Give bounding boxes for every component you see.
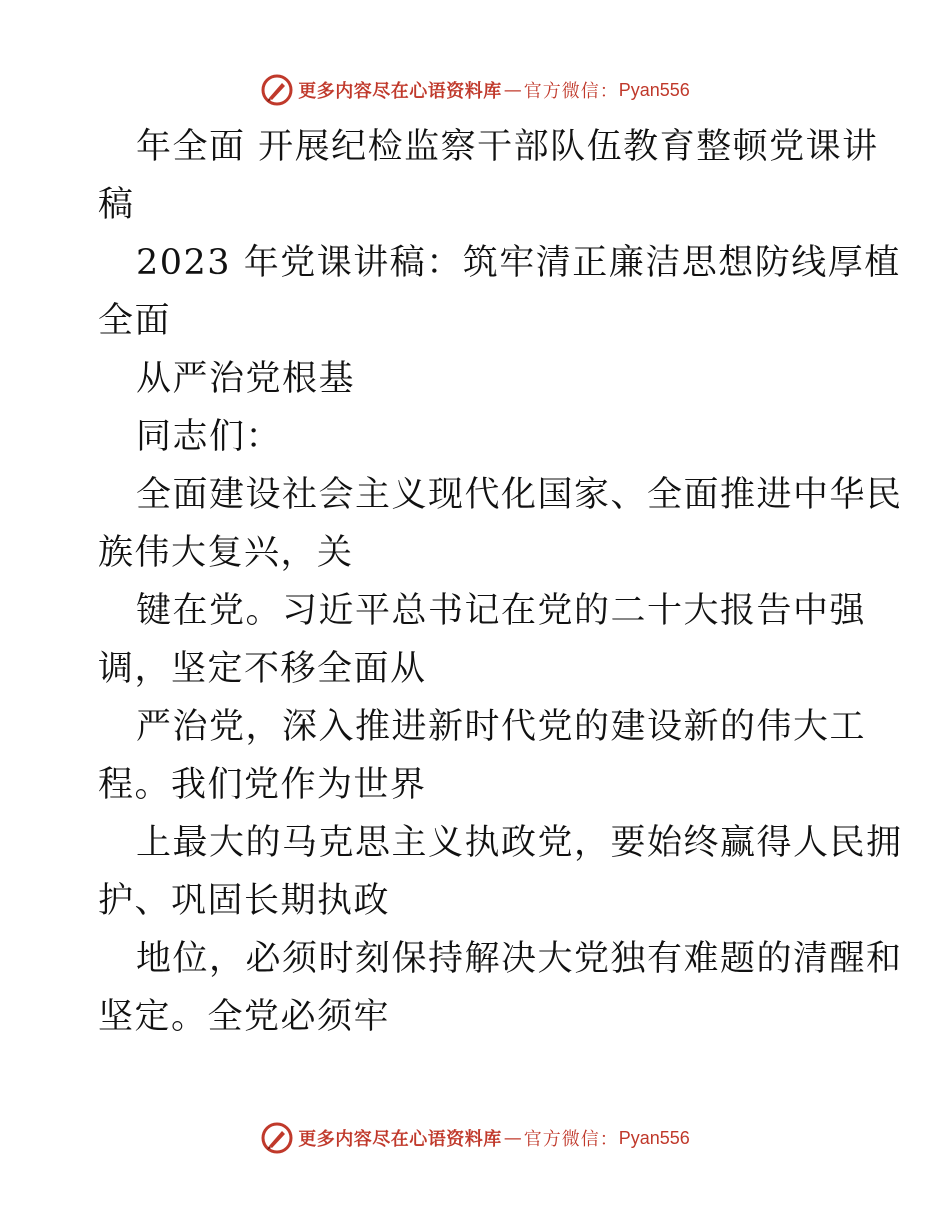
title-line-1: 年全面 开展纪检监察干部队伍教育整顿党课讲: [136, 127, 879, 167]
title-line-2: 稿: [98, 185, 135, 225]
salutation: 同志们：: [136, 417, 283, 457]
banner-wechat-label: 官方微信：: [523, 1129, 619, 1150]
banner-wechat-id: Pyan556: [618, 79, 690, 100]
banner-wechat-label: 官方微信：: [523, 81, 619, 102]
pen-logo-icon: [260, 1121, 294, 1155]
paragraph-line: 地位，必须时刻保持解决大党独有难题的清醒和: [136, 939, 903, 979]
paragraph-line: 程。我们党作为世界: [98, 765, 427, 805]
paragraph-line: 族伟大复兴，关: [98, 533, 354, 573]
header-banner: [0, 70, 950, 110]
paragraph-line: 键在党。习近平总书记在党的二十大报告中强: [136, 591, 867, 631]
footer-banner: [0, 1118, 950, 1158]
paragraph-line: 严治党，深入推进新时代党的建设新的伟大工: [136, 707, 867, 747]
paragraph-line: 上最大的马克思主义执政党，要始终赢得人民拥: [136, 823, 903, 863]
paragraph-line: 全面建设社会主义现代化国家、全面推进中华民: [136, 475, 903, 515]
subtitle-line-1: 2023 年党课讲稿：筑牢清正廉洁思想防线厚植: [136, 243, 901, 283]
banner-separator: —: [503, 79, 522, 101]
paragraph-line: 调，坚定不移全面从: [98, 649, 427, 689]
paragraph-line: 护、巩固长期执政: [98, 881, 391, 921]
banner-slogan: 更多内容尽在心语资料库: [298, 1129, 502, 1150]
document-body: [98, 118, 903, 1046]
banner-slogan: 更多内容尽在心语资料库: [298, 81, 502, 102]
subtitle-line-2: 全面: [98, 301, 172, 341]
subtitle-line-3: 从严治党根基: [136, 359, 356, 399]
pen-logo-icon: [260, 73, 294, 107]
banner-wechat-id: Pyan556: [618, 1127, 690, 1148]
paragraph-line: 坚定。全党必须牢: [98, 997, 391, 1037]
banner-separator: —: [503, 1127, 522, 1149]
